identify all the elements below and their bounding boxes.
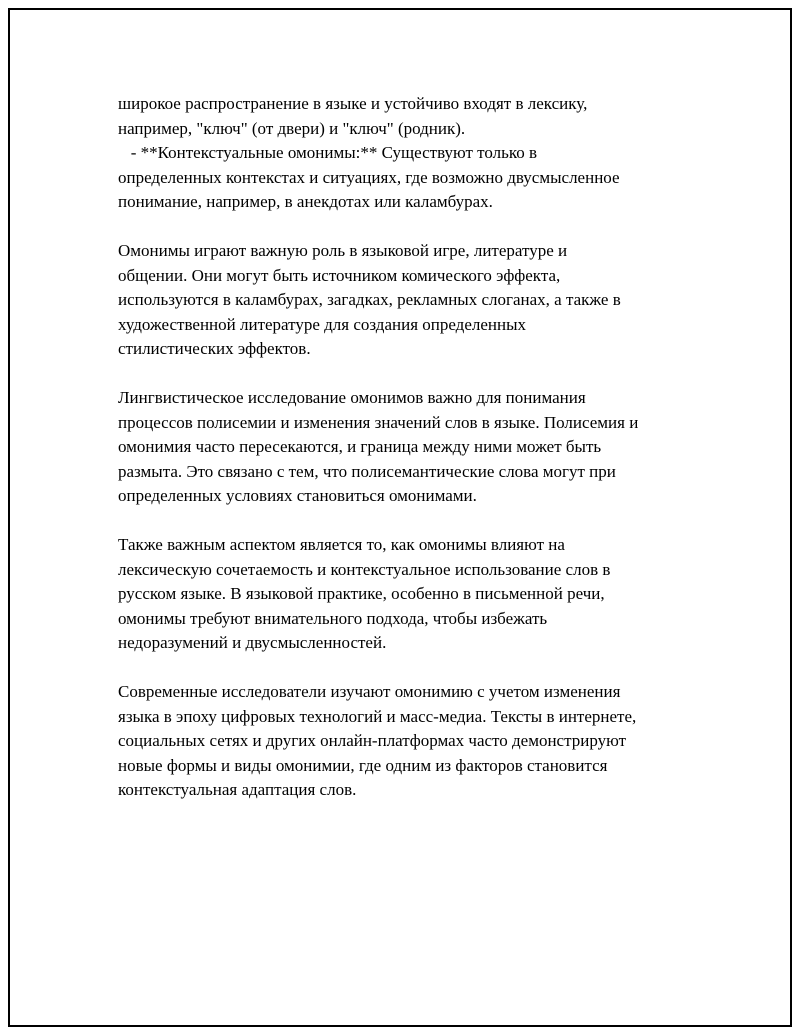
paragraph-1 bbox=[118, 92, 718, 215]
text-line: русском языке. В языковой практике, особенно в письменной речи, bbox=[118, 584, 605, 603]
text-line: Современные исследователи изучают омонимию с учетом изменения bbox=[118, 682, 621, 701]
text-line: стилистических эффектов. bbox=[118, 339, 311, 358]
page-frame bbox=[8, 8, 792, 1027]
text-line: недоразумений и двусмысленностей. bbox=[118, 633, 387, 652]
text-line: общении. Они могут быть источником комического эффекта, bbox=[118, 265, 561, 285]
text-line: Омонимы играют важную роль в языковой игре, литературе и bbox=[118, 241, 568, 260]
text-line: широкое распространение в языке и устойчиво входят в лексику, bbox=[118, 94, 588, 113]
text-line: определенных условиях становиться омонимами. bbox=[118, 486, 477, 505]
text-line: Лингвистическое исследование омонимов важно для понимания bbox=[118, 388, 586, 407]
text-line: художественной литературе для создания определенных bbox=[118, 314, 527, 334]
text-line: Также важным аспектом является то, как омонимы влияют на bbox=[118, 535, 565, 554]
text-line: процессов полисемии и изменения значений слов в языке. Полисемия и bbox=[118, 412, 639, 432]
document-body bbox=[118, 92, 718, 827]
text-line: омонимия часто пересекаются, и граница между ними может быть bbox=[118, 437, 602, 456]
text-line: лексическую сочетаемость и контекстуальное использование слов в bbox=[118, 559, 611, 579]
text-line: омонимы требуют внимательного подхода, чтобы избежать bbox=[118, 608, 548, 628]
text-line: размыта. Это связано с тем, что полисемантические слова могут при bbox=[118, 461, 616, 481]
text-line: контекстуальная адаптация слов. bbox=[118, 780, 357, 799]
text-line: понимание, например, в анекдотах или каламбурах. bbox=[118, 192, 493, 211]
paragraph-5 bbox=[118, 680, 718, 803]
paragraph-2 bbox=[118, 239, 718, 362]
text-line: новые формы и виды омонимии, где одним из факторов становится bbox=[118, 755, 608, 775]
text-line: - **Контекстуальные омонимы:** Существуют только в bbox=[118, 143, 538, 162]
paragraph-4 bbox=[118, 533, 718, 656]
text-line: определенных контекстах и ситуациях, где возможно двусмысленное bbox=[118, 167, 620, 187]
paragraph-3 bbox=[118, 386, 718, 509]
text-line: языка в эпоху цифровых технологий и масс-медиа. Тексты в интернете, bbox=[118, 706, 637, 726]
text-line: социальных сетях и других онлайн-платформах часто демонстрируют bbox=[118, 731, 627, 750]
text-line: используются в каламбурах, загадках, рекламных слоганах, а также в bbox=[118, 290, 621, 309]
text-line: например, "ключ" (от двери) и "ключ" (родник). bbox=[118, 118, 466, 138]
